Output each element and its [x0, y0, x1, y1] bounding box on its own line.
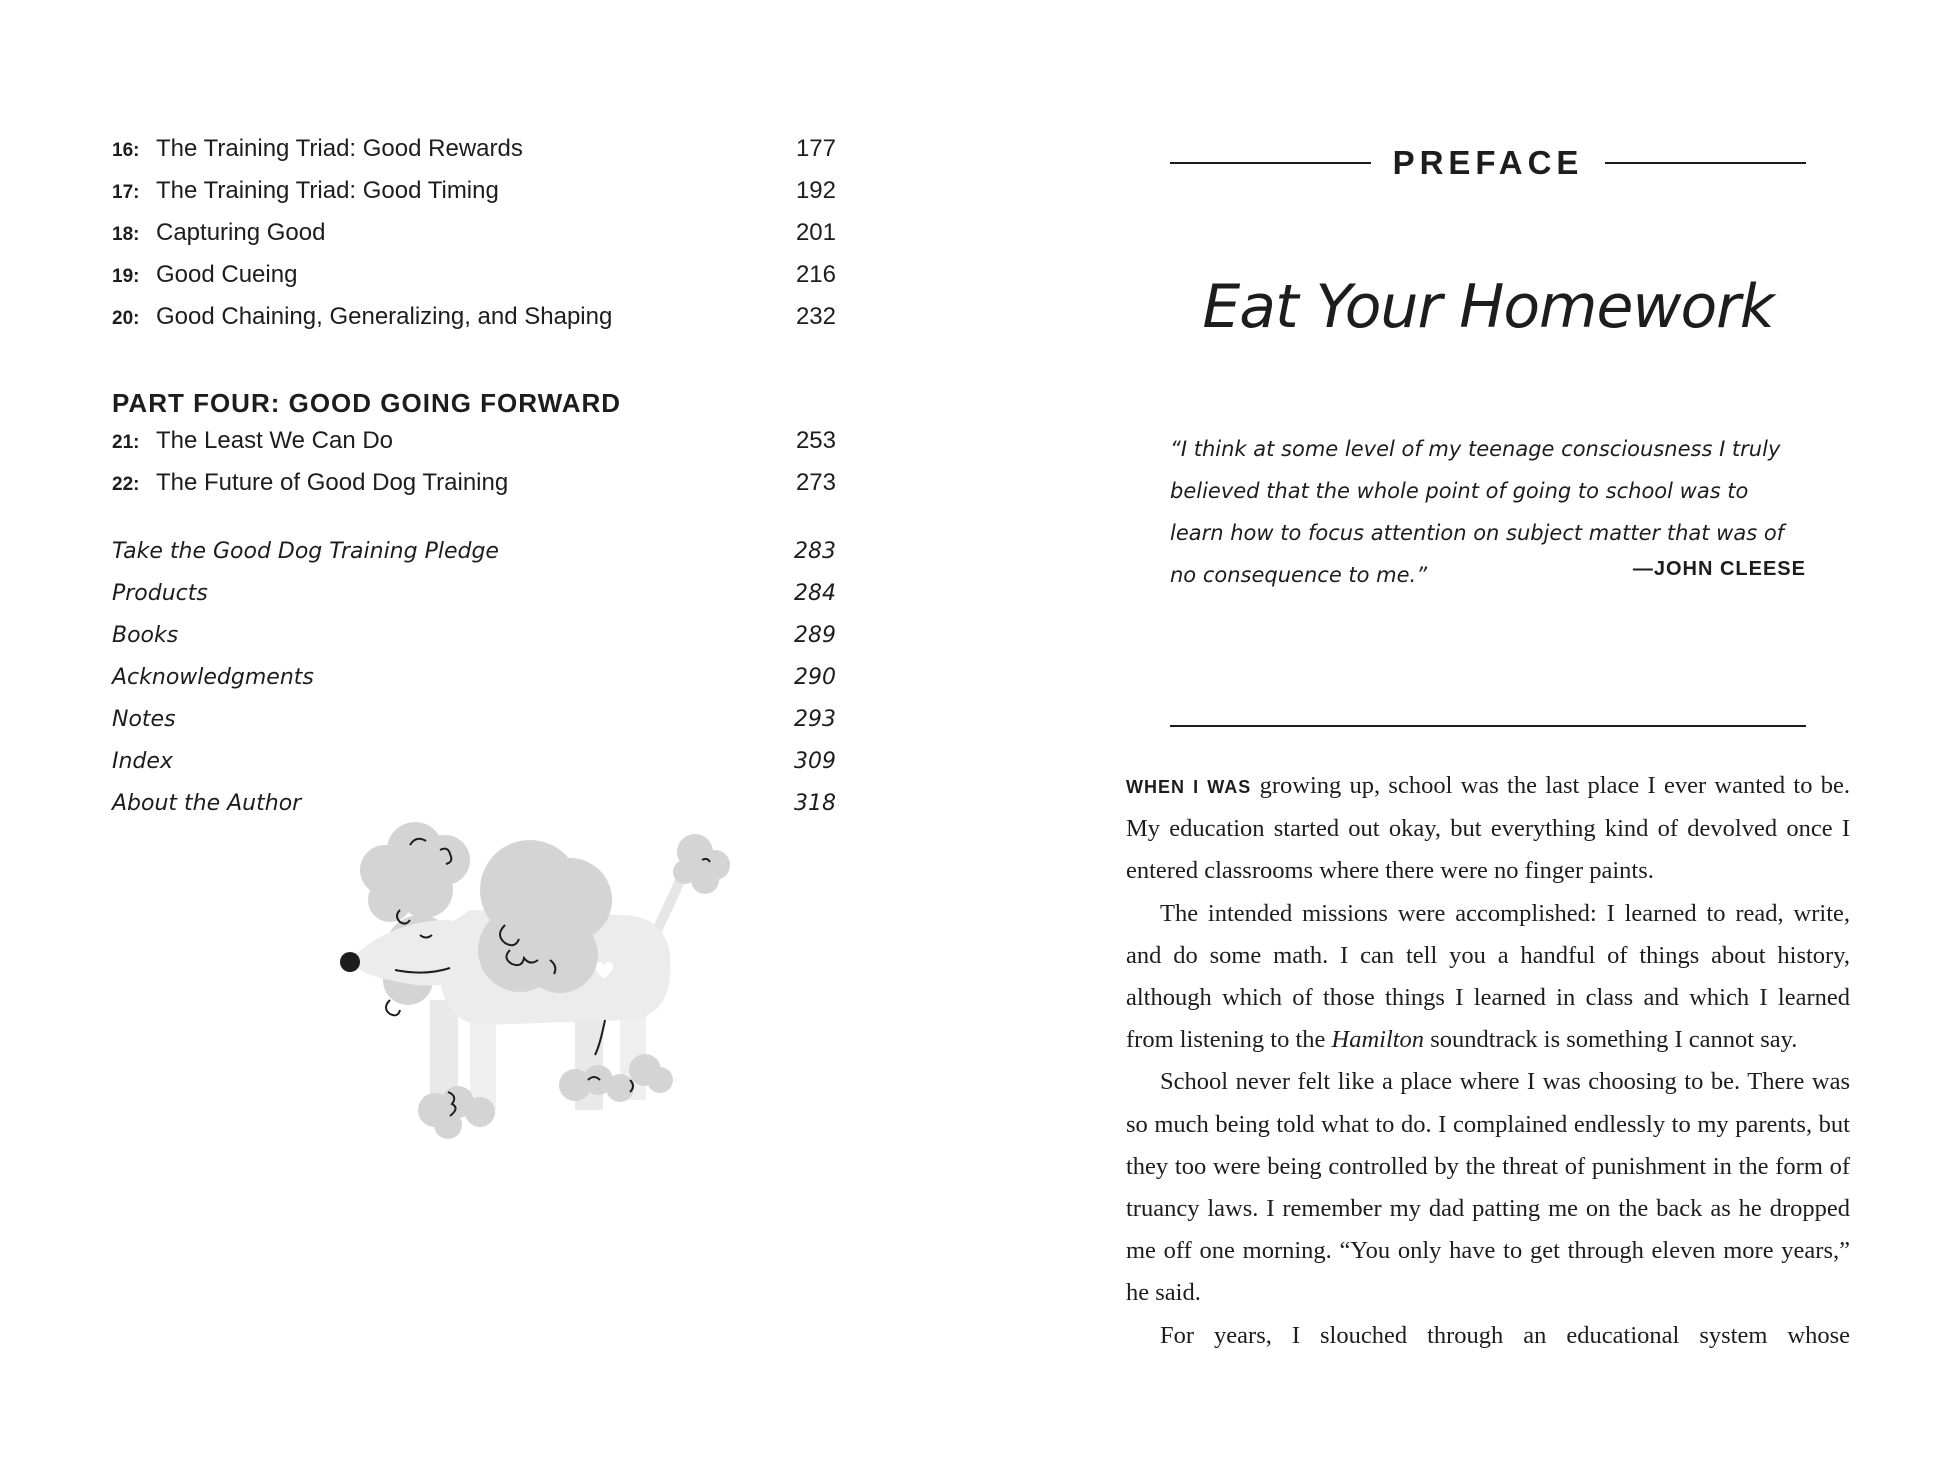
- heading-rule-right: [1605, 162, 1806, 164]
- toc-entry-number: 21:: [112, 432, 140, 453]
- toc-entry-number: 17:: [112, 182, 140, 203]
- toc-part-four-list: [112, 427, 836, 511]
- paragraph: [1126, 765, 1850, 893]
- toc-entry-number: 16:: [112, 140, 140, 161]
- toc-entry-page: 232: [795, 303, 836, 330]
- toc-entry-title: Index: [112, 749, 173, 774]
- toc-entry-title: The Training Triad: Good Rewards: [156, 135, 523, 162]
- toc-backmatter-entry[interactable]: [112, 623, 836, 665]
- toc-entry-page: 253: [795, 427, 836, 454]
- toc-entry-number: 19:: [112, 266, 140, 287]
- toc-backmatter-entry[interactable]: [112, 665, 836, 707]
- toc-entry[interactable]: [112, 135, 836, 177]
- toc-entry-title: The Training Triad: Good Timing: [156, 177, 499, 204]
- toc-entry[interactable]: [112, 219, 836, 261]
- toc-entry-page: 290: [794, 665, 836, 690]
- toc-entry-page: 318: [794, 791, 836, 816]
- toc-entry[interactable]: [112, 261, 836, 303]
- toc-part-three-list: [112, 135, 836, 345]
- paragraph-text: growing up, school was the last place I ever wanted to be. My education started out okay, but everything kind of devolved once I entered classrooms where there were no finger paints.: [1126, 772, 1851, 885]
- paragraph-text: soundtrack is something I cannot say.: [1424, 1026, 1798, 1054]
- toc-entry-title: Capturing Good: [156, 219, 326, 246]
- italic-title: Hamilton: [1331, 1026, 1425, 1054]
- toc-entry[interactable]: [112, 303, 836, 345]
- toc-entry-page: 273: [795, 469, 836, 496]
- toc-entry[interactable]: [112, 427, 836, 469]
- toc-entry-title: Take the Good Dog Training Pledge: [112, 539, 499, 564]
- toc-entry-page: 284: [794, 581, 836, 606]
- toc-entry-page: 216: [795, 261, 836, 288]
- toc-entry-page: 201: [795, 219, 836, 246]
- toc-entry-number: 22:: [112, 474, 140, 495]
- preface-heading: [1170, 140, 1806, 186]
- toc-part-four-heading: PART FOUR: GOOD GOING FORWARD: [112, 388, 622, 418]
- toc-entry-page: 293: [794, 707, 836, 732]
- preface-body: [1126, 765, 1850, 1357]
- paragraph: For years, I slouched through an educational system whose: [1160, 1321, 1850, 1349]
- toc-entry-title: Products: [112, 581, 208, 606]
- preface-label: PREFACE: [1392, 144, 1584, 181]
- toc-entry-page: 283: [794, 539, 836, 564]
- toc-entry-page: 192: [795, 177, 836, 204]
- chapter-title: Eat Your Homework: [1202, 272, 1774, 342]
- paragraph: [1126, 893, 1850, 1062]
- epigraph-attribution: —JOHN CLEESE: [1632, 558, 1806, 580]
- toc-entry-title: Good Cueing: [156, 261, 298, 288]
- toc-entry-title: Notes: [112, 707, 176, 732]
- toc-entry-title: Acknowledgments: [112, 665, 314, 690]
- toc-backmatter-entry[interactable]: [112, 707, 836, 749]
- toc-entry[interactable]: [112, 469, 836, 511]
- toc-backmatter-entry[interactable]: [112, 539, 836, 581]
- heading-rule-left: [1170, 162, 1371, 164]
- poodle-illustration: [330, 780, 730, 1160]
- toc-entry-page: 177: [795, 135, 836, 162]
- toc-entry-title: Good Chaining, Generalizing, and Shaping: [156, 303, 613, 330]
- toc-backmatter-entry[interactable]: [112, 581, 836, 623]
- toc-entry-page: 309: [794, 749, 836, 774]
- table-of-contents: [112, 135, 836, 833]
- toc-entry-title: The Least We Can Do: [156, 427, 394, 454]
- toc-entry-number: 18:: [112, 224, 140, 245]
- lead-in: WHEN I WAS: [1126, 777, 1252, 797]
- toc-entry-page: 289: [794, 623, 836, 648]
- toc-entry-number: 20:: [112, 308, 140, 329]
- paragraph-text: The intended missions were accomplished: I learned to read, write, and do some math. I can tell you a handful of things about history, although which of those things I learned in class and which I learned from listening to the: [1126, 899, 1850, 1054]
- toc-entry-title: About the Author: [112, 791, 302, 816]
- paragraph: School never felt like a place where I was choosing to be. There was so much being told what to do. I complained endlessly to my parents, but they too were being controlled by the threat of punishment in the form of truancy laws. I remember my dad patting me on the back as he dropped me off one morning. “You only have to get through eleven more years,” he said.: [1126, 1068, 1850, 1307]
- section-divider: [1170, 725, 1806, 727]
- toc-entry-title: The Future of Good Dog Training: [156, 469, 509, 496]
- toc-entry[interactable]: [112, 177, 836, 219]
- epigraph-quote: “I think at some level of my teenage consciousness I truly believed that the whole point of going to school was to learn how to focus attention on subject matter that was of no consequence to me.”: [1170, 437, 1785, 587]
- toc-entry-title: Books: [112, 623, 179, 648]
